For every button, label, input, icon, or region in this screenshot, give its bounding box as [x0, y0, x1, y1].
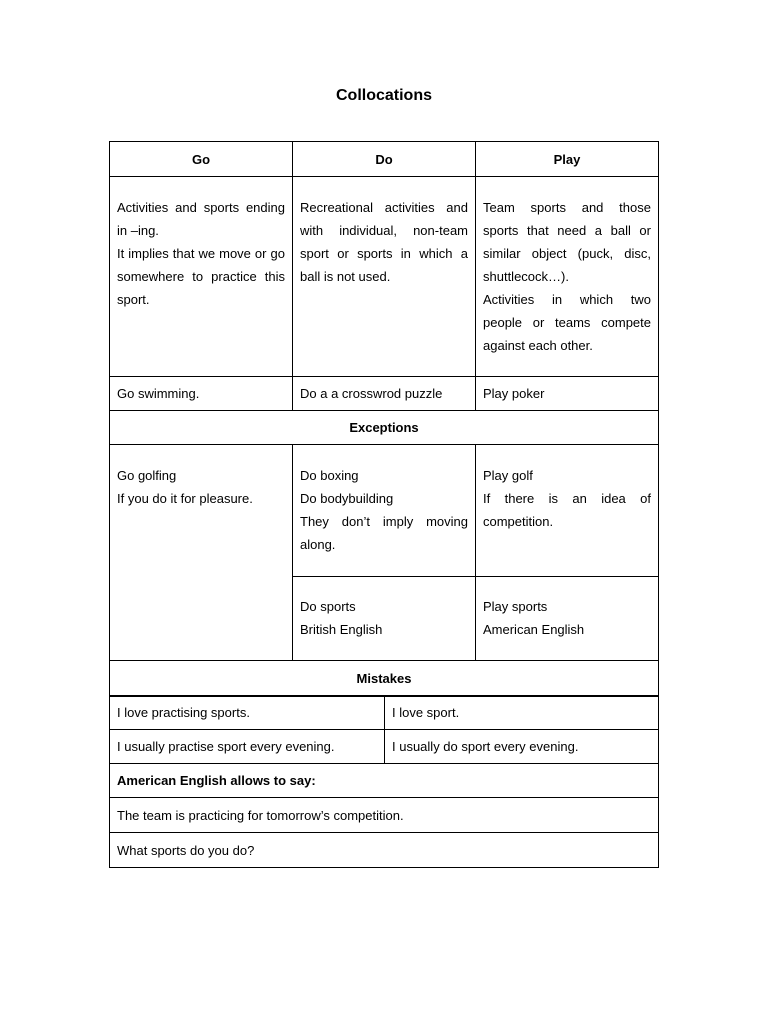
description-play: [476, 177, 659, 377]
exception-do: [293, 445, 476, 577]
american-line: What sports do you do?: [110, 833, 659, 868]
collocations-table: [109, 141, 659, 697]
mistake-wrong: I usually practise sport every evening.: [110, 730, 385, 764]
exception-do-sports-line: Do sports: [300, 599, 356, 614]
example-go: Go swimming.: [110, 377, 293, 411]
description-row: [110, 177, 659, 377]
example-row: [110, 377, 659, 411]
exception-go-line: If you do it for pleasure.: [117, 491, 253, 506]
american-heading: American English allows to say:: [110, 764, 659, 798]
american-row: [110, 833, 659, 868]
mistakes-table: [109, 695, 659, 868]
description-play-line: Team sports and those sports that need a ball or similar object (puck, disc, shuttlecock…).: [483, 200, 651, 284]
description-do: [293, 177, 476, 377]
mistake-row: [110, 730, 659, 764]
mistake-row: [110, 696, 659, 730]
exception-do-line: Do bodybuilding: [300, 491, 394, 506]
mistakes-heading: Mistakes: [110, 661, 659, 697]
example-play: Play poker: [476, 377, 659, 411]
american-heading-row: [110, 764, 659, 798]
exception-play-sports-line: Play sports: [483, 599, 548, 614]
header-row: [110, 142, 659, 177]
exception-play-line: Play golf: [483, 468, 533, 483]
exception-do-line: They don’t imply moving along.: [300, 514, 468, 552]
exception-do-line: Do boxing: [300, 468, 359, 483]
exception-do-sports-line: British English: [300, 622, 383, 637]
description-go-line: It implies that we move or go somewhere to practice this sport.: [117, 246, 285, 307]
mistakes-heading-row: [110, 661, 659, 697]
exception-play-sports-line: American English: [483, 622, 585, 637]
exception-play: [476, 445, 659, 577]
header-go: Go: [110, 142, 293, 177]
exception-play-line: If there is an idea of competition.: [483, 491, 651, 529]
exception-go-line: Go golfing: [117, 468, 177, 483]
example-do: Do a a crosswrod puzzle: [293, 377, 476, 411]
exceptions-row: [110, 445, 659, 577]
exception-do-sports: [293, 577, 476, 661]
page-title: Collocations: [335, 87, 432, 104]
exception-play-sports: [476, 577, 659, 661]
exceptions-heading-row: [110, 411, 659, 445]
mistake-right: I love sport.: [385, 696, 659, 730]
header-play: Play: [476, 142, 659, 177]
description-go: [110, 177, 293, 377]
exceptions-heading: Exceptions: [110, 411, 659, 445]
description-play-line: Activities in which two people or teams compete against each other.: [483, 292, 651, 353]
header-do: Do: [293, 142, 476, 177]
mistake-wrong: I love practising sports.: [110, 696, 385, 730]
american-line: The team is practicing for tomorrow’s competition.: [110, 798, 659, 833]
description-do-line: Recreational activities and with individual, non-team sport or sports in which a ball is not used.: [300, 200, 468, 284]
description-go-line: Activities and sports ending in –ing.: [117, 200, 285, 238]
exception-go: [110, 445, 293, 661]
american-row: [110, 798, 659, 833]
mistake-right: I usually do sport every evening.: [385, 730, 659, 764]
